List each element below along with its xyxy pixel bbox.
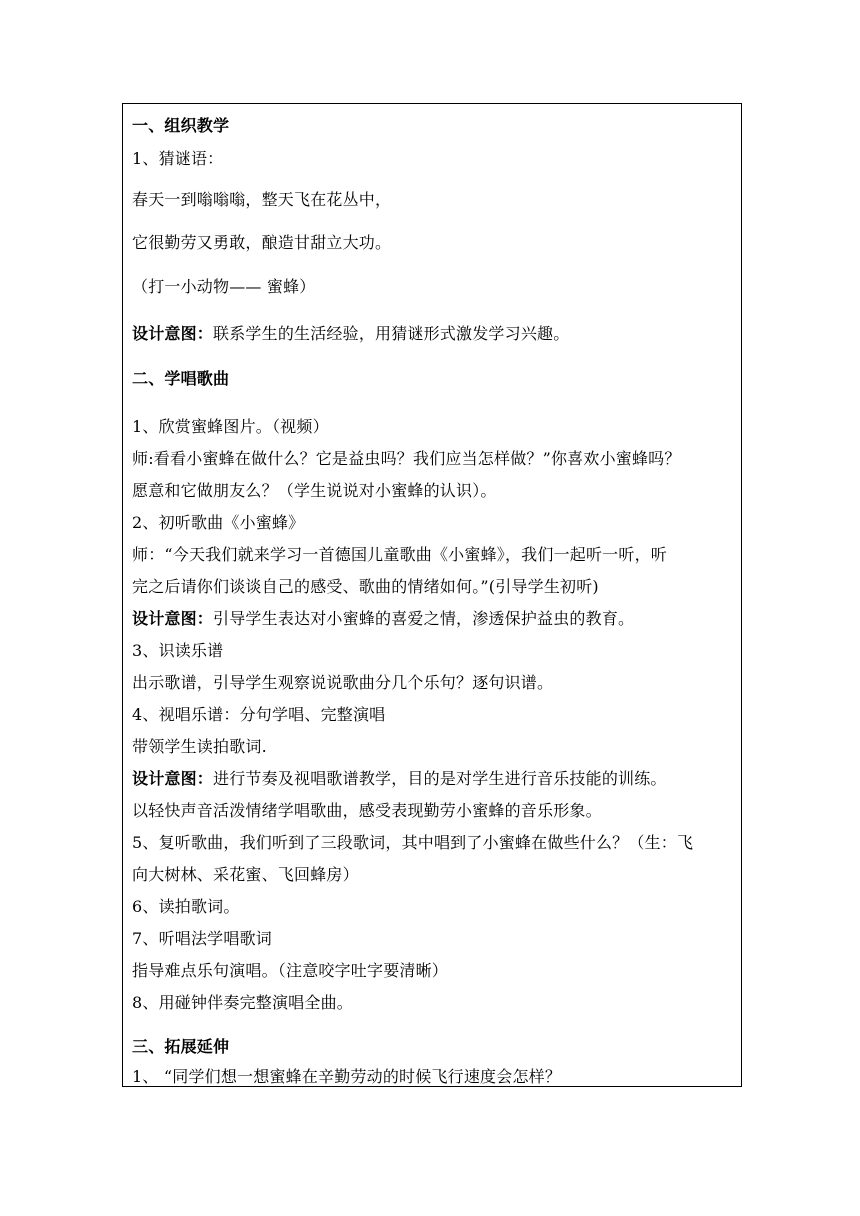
text-line: 5、复听歌曲，我们听到了三段歌词，其中唱到了小蜜蜂在做些什么？（生：飞 [132, 833, 694, 852]
text-line: 1、猜谜语： [132, 149, 224, 168]
text-line: 1、欣赏蜜蜂图片。（视频） [132, 417, 329, 436]
section-heading-organize: 一、组织教学 [132, 116, 230, 135]
text-line: 带领学生读拍歌词. [132, 737, 267, 756]
text-line: 以轻快声音活泼情绪学唱歌曲，感受表现勤劳小蜜蜂的音乐形象。 [132, 801, 602, 820]
design-intent-text: 联系学生的生活经验，用猜谜形式激发学习兴趣。 [213, 324, 570, 343]
section-heading-extension: 三、拓展延伸 [132, 1037, 230, 1056]
text-line: 春天一到嗡嗡嗡，整天飞在花丛中， [132, 190, 392, 209]
text-line: 师:看看小蜜蜂在做什么？它是益虫吗？我们应当怎样做？”你喜欢小蜜蜂吗？ [132, 449, 681, 468]
design-intent-text: 进行节奏及视唱歌谱教学，目的是对学生进行音乐技能的训练。 [213, 769, 667, 788]
text-line: 师：“今天我们就来学习一首德国儿童歌曲《小蜜蜂》，我们一起听一听，听 [132, 545, 667, 564]
text-line: 1、 “同学们想一想蜜蜂在辛勤劳动的时候飞行速度会怎样？ [132, 1067, 562, 1086]
section-heading-learn-song: 二、学唱歌曲 [132, 369, 230, 388]
design-intent-label: 设计意图： [132, 324, 214, 343]
text-line: 它很勤劳又勇敢，酿造甘甜立大功。 [132, 233, 392, 252]
design-intent-label: 设计意图： [132, 609, 214, 628]
text-line: 3、识读乐谱 [132, 641, 224, 660]
design-intent-label: 设计意图： [132, 769, 214, 788]
design-intent-line [132, 608, 634, 630]
text-line: 完之后请你们谈谈自己的感受、歌曲的情绪如何。”(引导学生初听) [132, 577, 599, 596]
text-line: 向大树林、采花蜜、飞回蜂房） [132, 865, 359, 884]
text-line: 6、读拍歌词。 [132, 897, 240, 916]
text-line: 指导难点乐句演唱。（注意咬字吐字要清晰） [132, 961, 449, 980]
text-line: （打一小动物—— 蜜蜂） [132, 277, 316, 296]
text-line: 出示歌谱，引导学生观察说说歌曲分几个乐句？逐句识谱。 [132, 673, 554, 692]
text-line: 2、初听歌曲《小蜜蜂》 [132, 513, 305, 532]
text-line: 4、视唱乐谱：分句学唱、完整演唱 [132, 705, 386, 724]
text-line: 愿意和它做朋友么？（学生说说对小蜜蜂的认识）。 [132, 481, 497, 500]
text-line: 7、听唱法学唱歌词 [132, 929, 272, 948]
text-line: 8、用碰钟伴奏完整演唱全曲。 [132, 993, 353, 1012]
design-intent-line [132, 768, 667, 790]
design-intent-text: 引导学生表达对小蜜蜂的喜爱之情，渗透保护益虫的教育。 [213, 609, 635, 628]
design-intent-line [132, 323, 569, 345]
